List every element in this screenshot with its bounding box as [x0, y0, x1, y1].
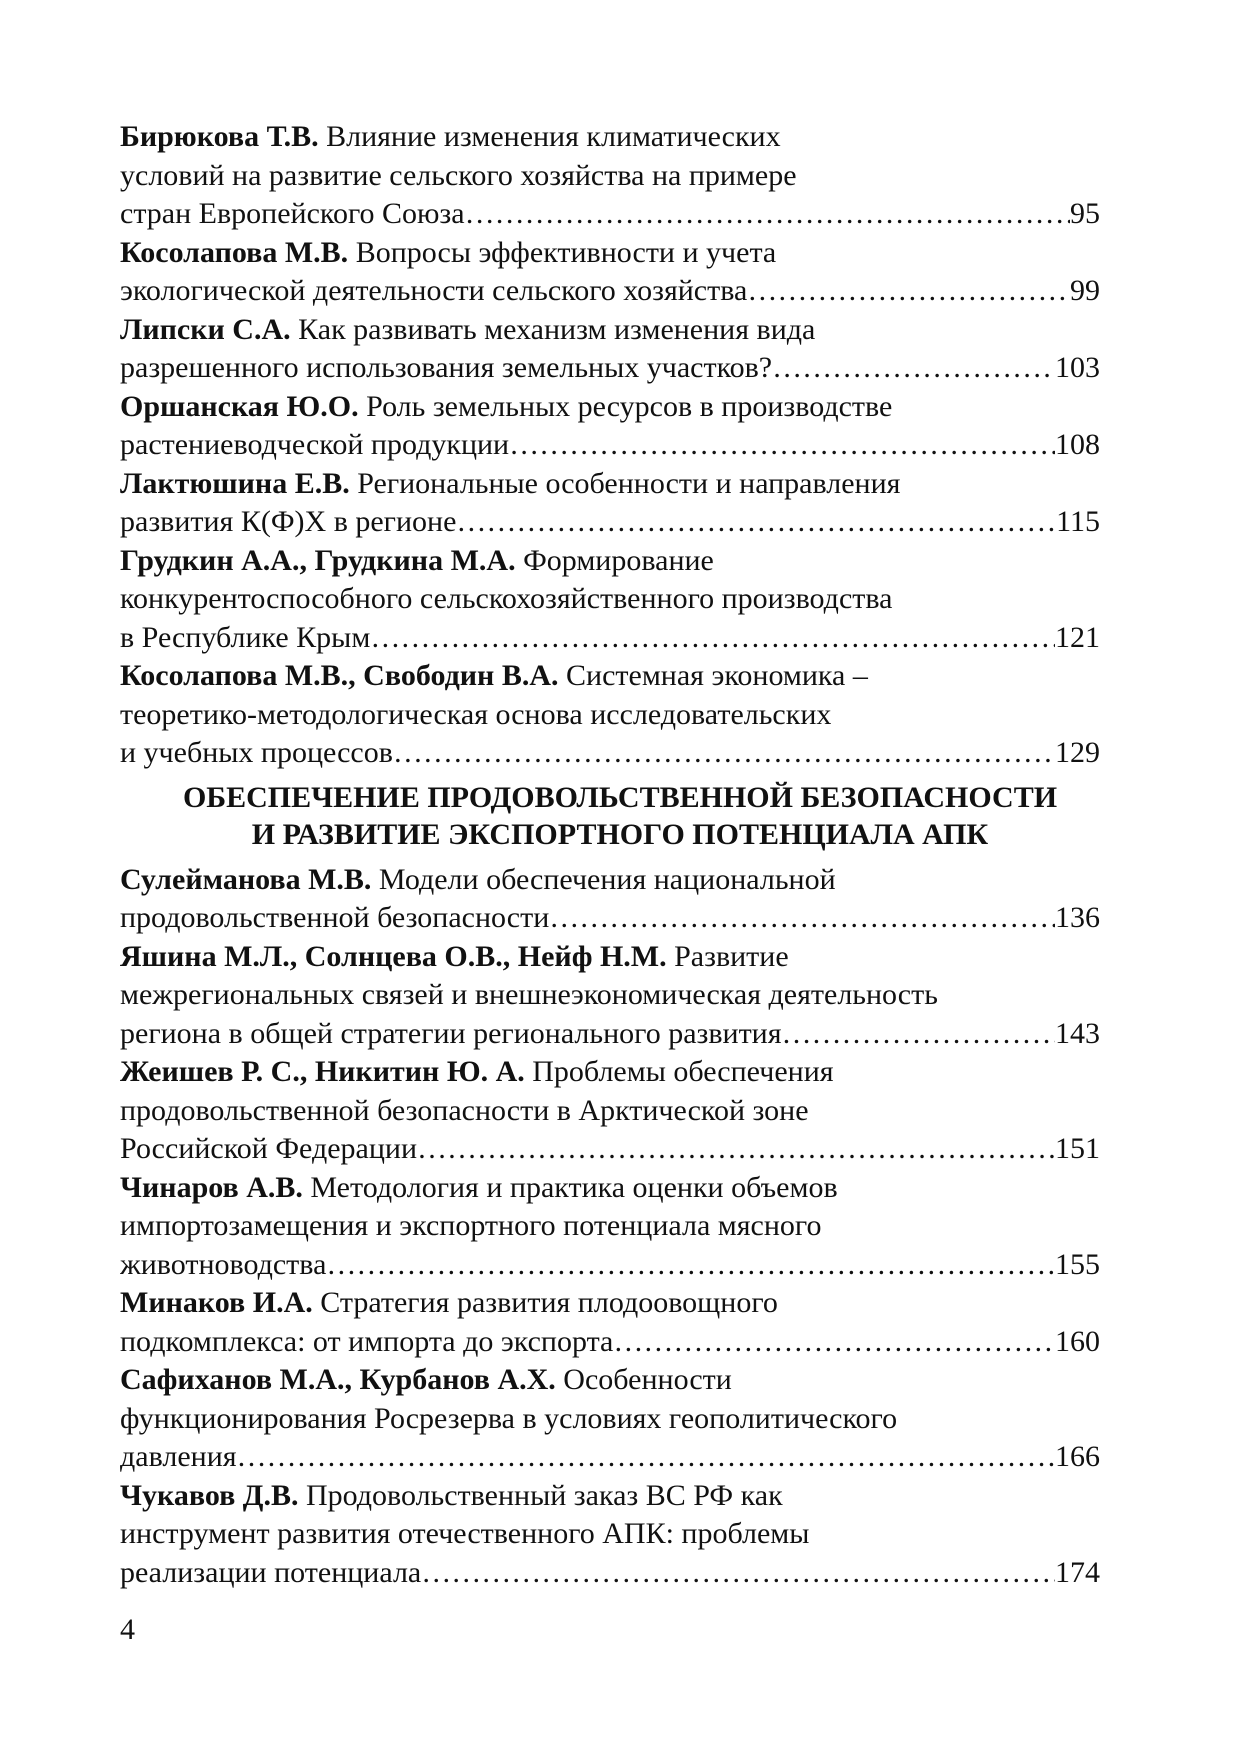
- toc-entry-line: [120, 976, 1110, 1015]
- dot-leader: [772, 349, 1055, 388]
- toc-entry-line: [120, 234, 1110, 273]
- toc-entry: [120, 1053, 1110, 1169]
- toc-entry-line: [120, 1400, 1110, 1439]
- toc-entry-authors: Косолапова М.В., Свободин В.А.: [120, 659, 559, 692]
- toc-entry-line: [120, 542, 1110, 581]
- toc-entry-page-number: 166: [1055, 1440, 1100, 1473]
- toc-entry: [120, 1169, 1110, 1285]
- dot-leader: [237, 1438, 1055, 1477]
- toc-entry-authors: Чукавов Д.В.: [120, 1478, 299, 1512]
- toc-entry-last-line: [120, 1323, 1100, 1362]
- toc-entry-line: [120, 1361, 1110, 1400]
- toc-entry-title-text: теоретико-методологическая основа исследовательских: [120, 697, 832, 731]
- toc-entry: [120, 311, 1110, 388]
- toc-entry-authors: Сафиханов М.А., Курбанов А.Х.: [120, 1363, 556, 1396]
- toc-entry-line: [120, 1284, 1110, 1323]
- toc-entry-last-line: [120, 1130, 1100, 1169]
- toc-entry-title-text: условий на развитие сельского хозяйства на примере: [120, 158, 797, 192]
- toc-entry-last-line: [120, 899, 1100, 938]
- toc-entry-authors: Бирюкова Т.В.: [120, 120, 319, 153]
- dot-leader: [370, 619, 1055, 658]
- toc-entry-line: [120, 118, 1110, 157]
- toc-entry-line: [120, 861, 1110, 900]
- dot-leader: [393, 734, 1055, 773]
- toc-entry: [120, 1361, 1110, 1477]
- toc-entry: [120, 938, 1110, 1054]
- toc-entry-title-text: Продовольственный заказ ВС РФ как: [305, 1478, 783, 1512]
- toc-entry-title-text: Роль земельных ресурсов в производстве: [366, 389, 893, 423]
- toc-entry-last-line: [120, 1438, 1100, 1477]
- toc-entry-line: [120, 938, 1110, 977]
- toc-entry-line: [120, 465, 1110, 504]
- toc-entry-last-line: [120, 195, 1100, 234]
- toc-entry-authors: Оршанская Ю.О.: [120, 389, 359, 423]
- toc-entry-page-number: 151: [1055, 1132, 1100, 1165]
- toc-entry: [120, 542, 1110, 658]
- toc-entry: [120, 465, 1110, 542]
- toc-entry-title-text: межрегиональных связей и внешнеэкономическая деятельность: [120, 978, 938, 1011]
- toc-entry-page-number: 108: [1055, 428, 1100, 461]
- toc-entry-title-text: Особенности: [563, 1363, 732, 1396]
- toc-entry-title-end: продовольственной безопасности: [120, 901, 550, 934]
- toc-entry-title-text: Системная экономика –: [566, 659, 868, 692]
- table-of-contents: [120, 118, 1110, 1592]
- toc-entry-page-number: 121: [1055, 620, 1100, 654]
- toc-entry-line: [120, 657, 1110, 696]
- dot-leader: [613, 1323, 1055, 1362]
- toc-entry-authors: Косолапова М.В.: [120, 235, 349, 269]
- toc-entry: [120, 1284, 1110, 1361]
- toc-entry-page-number: 103: [1055, 351, 1100, 384]
- toc-entry-title-text: продовольственной безопасности в Арктической зоне: [120, 1093, 809, 1127]
- toc-entry: [120, 861, 1110, 938]
- toc-entry-title-end: региона в общей стратегии регионального развития: [120, 1016, 782, 1050]
- page-number: 4: [120, 1613, 135, 1646]
- toc-entry: [120, 657, 1110, 773]
- toc-entry-page-number: 129: [1055, 736, 1100, 769]
- toc-entry-line: [120, 157, 1110, 196]
- toc-entry-title-end: развития К(Ф)Х в регионе: [120, 505, 457, 538]
- toc-entry-line: [120, 1207, 1110, 1246]
- dot-leader: [465, 195, 1070, 234]
- toc-entries-top: [120, 118, 1110, 773]
- section-heading-line-2: И РАЗВИТИЕ ЭКСПОРТНОГО ПОТЕНЦИАЛА АПК: [251, 817, 989, 851]
- toc-entry-title-end: экологической деятельности сельского хозяйства: [120, 274, 748, 307]
- dot-leader: [782, 1015, 1055, 1054]
- dot-leader: [456, 503, 1056, 542]
- toc-entry-title-text: Проблемы обеспечения: [532, 1055, 834, 1088]
- toc-entry-title-end: стран Европейского Союза: [120, 197, 465, 230]
- toc-entry-authors: Грудкин А.А., Грудкина М.А.: [120, 543, 516, 577]
- toc-entry-page-number: 155: [1055, 1247, 1100, 1281]
- toc-entry-last-line: [120, 272, 1100, 311]
- toc-entry-line: [120, 1169, 1110, 1208]
- toc-entry-title-text: Региональные особенности и направления: [357, 466, 901, 500]
- toc-entry-line: [120, 1053, 1110, 1092]
- section-heading: [120, 779, 1120, 853]
- toc-entry-page-number: 174: [1055, 1555, 1100, 1589]
- toc-entry-title-end: подкомплекса: от импорта до экспорта: [120, 1324, 614, 1358]
- toc-entry-line: [120, 696, 1110, 735]
- toc-entry-title-text: Методология и практика оценки объемов: [310, 1170, 838, 1204]
- toc-entry-title-text: функционирования Росрезерва в условиях геополитического: [120, 1401, 898, 1435]
- toc-entry-title-text: инструмент развития отечественного АПК: проблемы: [120, 1517, 810, 1550]
- toc-entry-title-text: конкурентоспособного сельскохозяйственного производства: [120, 582, 893, 615]
- toc-entries-bottom: [120, 861, 1110, 1593]
- toc-entry-page-number: 143: [1055, 1016, 1100, 1050]
- toc-entry-last-line: [120, 1554, 1100, 1593]
- dot-leader: [747, 272, 1070, 311]
- toc-entry-title-text: Формирование: [523, 543, 714, 577]
- toc-entry-title-end: давления: [120, 1440, 237, 1473]
- toc-entry-title-text: Развитие: [674, 939, 789, 973]
- dot-leader: [549, 899, 1055, 938]
- toc-entry-line: [120, 1477, 1110, 1516]
- toc-entry-authors: Минаков И.А.: [120, 1286, 313, 1319]
- dot-leader: [421, 1554, 1055, 1593]
- toc-entry-title-end: и учебных процессов: [120, 736, 393, 769]
- toc-entry-title-end: в Республике Крым: [120, 620, 371, 654]
- toc-entry-last-line: [120, 426, 1100, 465]
- toc-entry-title-text: Вопросы эффективности и учета: [355, 235, 777, 269]
- dot-leader: [326, 1246, 1055, 1285]
- toc-entry-title-text: Как развивать механизм изменения вида: [298, 312, 816, 346]
- toc-entry-last-line: [120, 1015, 1100, 1054]
- toc-entry-authors: Лактюшина Е.В.: [120, 466, 350, 500]
- toc-entry-authors: Липски С.А.: [120, 312, 291, 346]
- toc-entry-title-text: импортозамещения и экспортного потенциала мясного: [120, 1209, 822, 1242]
- toc-entry-authors: Чинаров А.В.: [120, 1170, 303, 1204]
- toc-entry-page-number: 95: [1070, 197, 1100, 230]
- toc-entry-line: [120, 388, 1110, 427]
- toc-entry-last-line: [120, 349, 1100, 388]
- toc-entry-line: [120, 1092, 1110, 1131]
- toc-entry-title-end: животноводства: [120, 1247, 327, 1281]
- dot-leader: [509, 426, 1055, 465]
- toc-entry-title-end: Российской Федерации: [120, 1132, 418, 1165]
- dot-leader: [417, 1130, 1055, 1169]
- toc-entry: [120, 388, 1110, 465]
- toc-entry-title-end: разрешенного использования земельных участков?: [120, 351, 773, 384]
- toc-entry: [120, 118, 1110, 234]
- toc-entry-last-line: [120, 1246, 1100, 1285]
- toc-entry-authors: Сулейманова М.В.: [120, 862, 372, 896]
- toc-entry-authors: Яшина М.Л., Солнцева О.В., Нейф Н.М.: [120, 939, 667, 973]
- toc-entry-last-line: [120, 619, 1100, 658]
- toc-entry-line: [120, 311, 1110, 350]
- toc-entry-line: [120, 1515, 1110, 1554]
- toc-entry-last-line: [120, 734, 1100, 773]
- toc-entry-last-line: [120, 503, 1100, 542]
- toc-entry: [120, 1477, 1110, 1593]
- section-heading-line-1: ОБЕСПЕЧЕНИЕ ПРОДОВОЛЬСТВЕННОЙ БЕЗОПАСНОСТИ: [182, 780, 1058, 814]
- toc-entry: [120, 234, 1110, 311]
- toc-entry-page-number: 99: [1070, 274, 1100, 307]
- toc-entry-line: [120, 580, 1110, 619]
- toc-entry-title-end: реализации потенциала: [120, 1555, 422, 1589]
- toc-entry-authors: Жеишев Р. С., Никитин Ю. А.: [120, 1055, 525, 1088]
- toc-entry-title-text: Влияние изменения климатических: [326, 120, 781, 153]
- toc-entry-page-number: 136: [1055, 901, 1100, 934]
- toc-entry-page-number: 160: [1055, 1324, 1100, 1358]
- toc-entry-page-number: 115: [1056, 505, 1100, 538]
- toc-entry-title-text: Стратегия развития плодоовощного: [320, 1286, 778, 1319]
- toc-entry-title-end: растениеводческой продукции: [120, 428, 510, 461]
- toc-entry-title-text: Модели обеспечения национальной: [378, 862, 836, 896]
